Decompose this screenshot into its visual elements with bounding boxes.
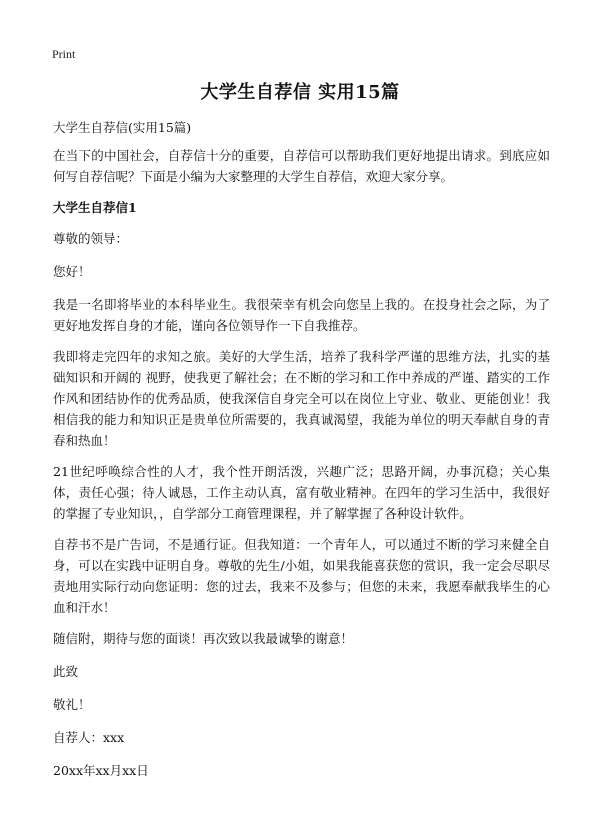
- signature: 自荐人：xxx: [53, 730, 125, 745]
- section-heading: 大学生自荐信1: [53, 200, 137, 215]
- body-paragraph: 21世纪呼唤综合性的人才，我个性开朗活泼，兴趣广泛；思路开阔，办事沉稳；关心集体，责任心强；待人诚恳，工作主动认真，富有敬业精神。在四年的学习生活中，我很好的掌握了专业知识，，自学部分工商管理课程，并了解掌握了各种设计软件。: [53, 464, 550, 521]
- document-title: 大学生自荐信 实用15篇: [200, 82, 400, 103]
- intro-paragraph: 在当下的中国社会，自荐信十分的重要，自荐信可以帮助我们更好地提出请求。到底应如何写自荐信呢？下面是小编为大家整理的大学生自荐信，欢迎大家分享。: [53, 148, 550, 184]
- regards: 敬礼！: [53, 697, 91, 712]
- body-paragraph: 我是一名即将毕业的本科毕业生。我很荣幸有机会向您呈上我的。在投身社会之际，为了更好地发挥自身的才能，谨向各位领导作一下自我推荐。: [53, 297, 550, 333]
- document-body: [53, 117, 550, 793]
- date: 20xx年xx月xx日: [53, 763, 149, 778]
- document-subtitle: 大学生自荐信(实用15篇): [53, 120, 192, 135]
- body-paragraph: 自荐书不是广告词，不是通行证。但我知道：一个青年人，可以通过不断的学习来健全自身，可以在实践中证明自身。尊敬的先生/小姐，如果我能喜获您的赏识，我一定会尽职尽责地用实际行动向您证明：您的过去，我来不及参与；但您的未来，我愿奉献我毕生的心血和汗水！: [53, 537, 550, 615]
- closing: 此致: [53, 664, 79, 679]
- body-paragraph: 随信附，期待与您的面谈！再次致以我最诚挚的谢意！: [53, 631, 354, 646]
- greeting: 您好！: [53, 264, 91, 279]
- salutation: 尊敬的领导：: [53, 231, 129, 246]
- print-link[interactable]: Print: [52, 47, 76, 61]
- body-paragraph: 我即将走完四年的求知之旅。美好的大学生活，培养了我科学严谨的思维方法，扎实的基础知识和开阔的 视野，使我更了解社会；在不断的学习和工作中养成的严谨、踏实的工作作风和团结协作的优秀品质，使我深信自身完全可以在岗位上守业、敬业、更能创业！我相信我的能力和知识正是贵单位所需要的，我真诚渴望，我能为单位的明天奉献自身的青春和热血！: [53, 349, 550, 448]
